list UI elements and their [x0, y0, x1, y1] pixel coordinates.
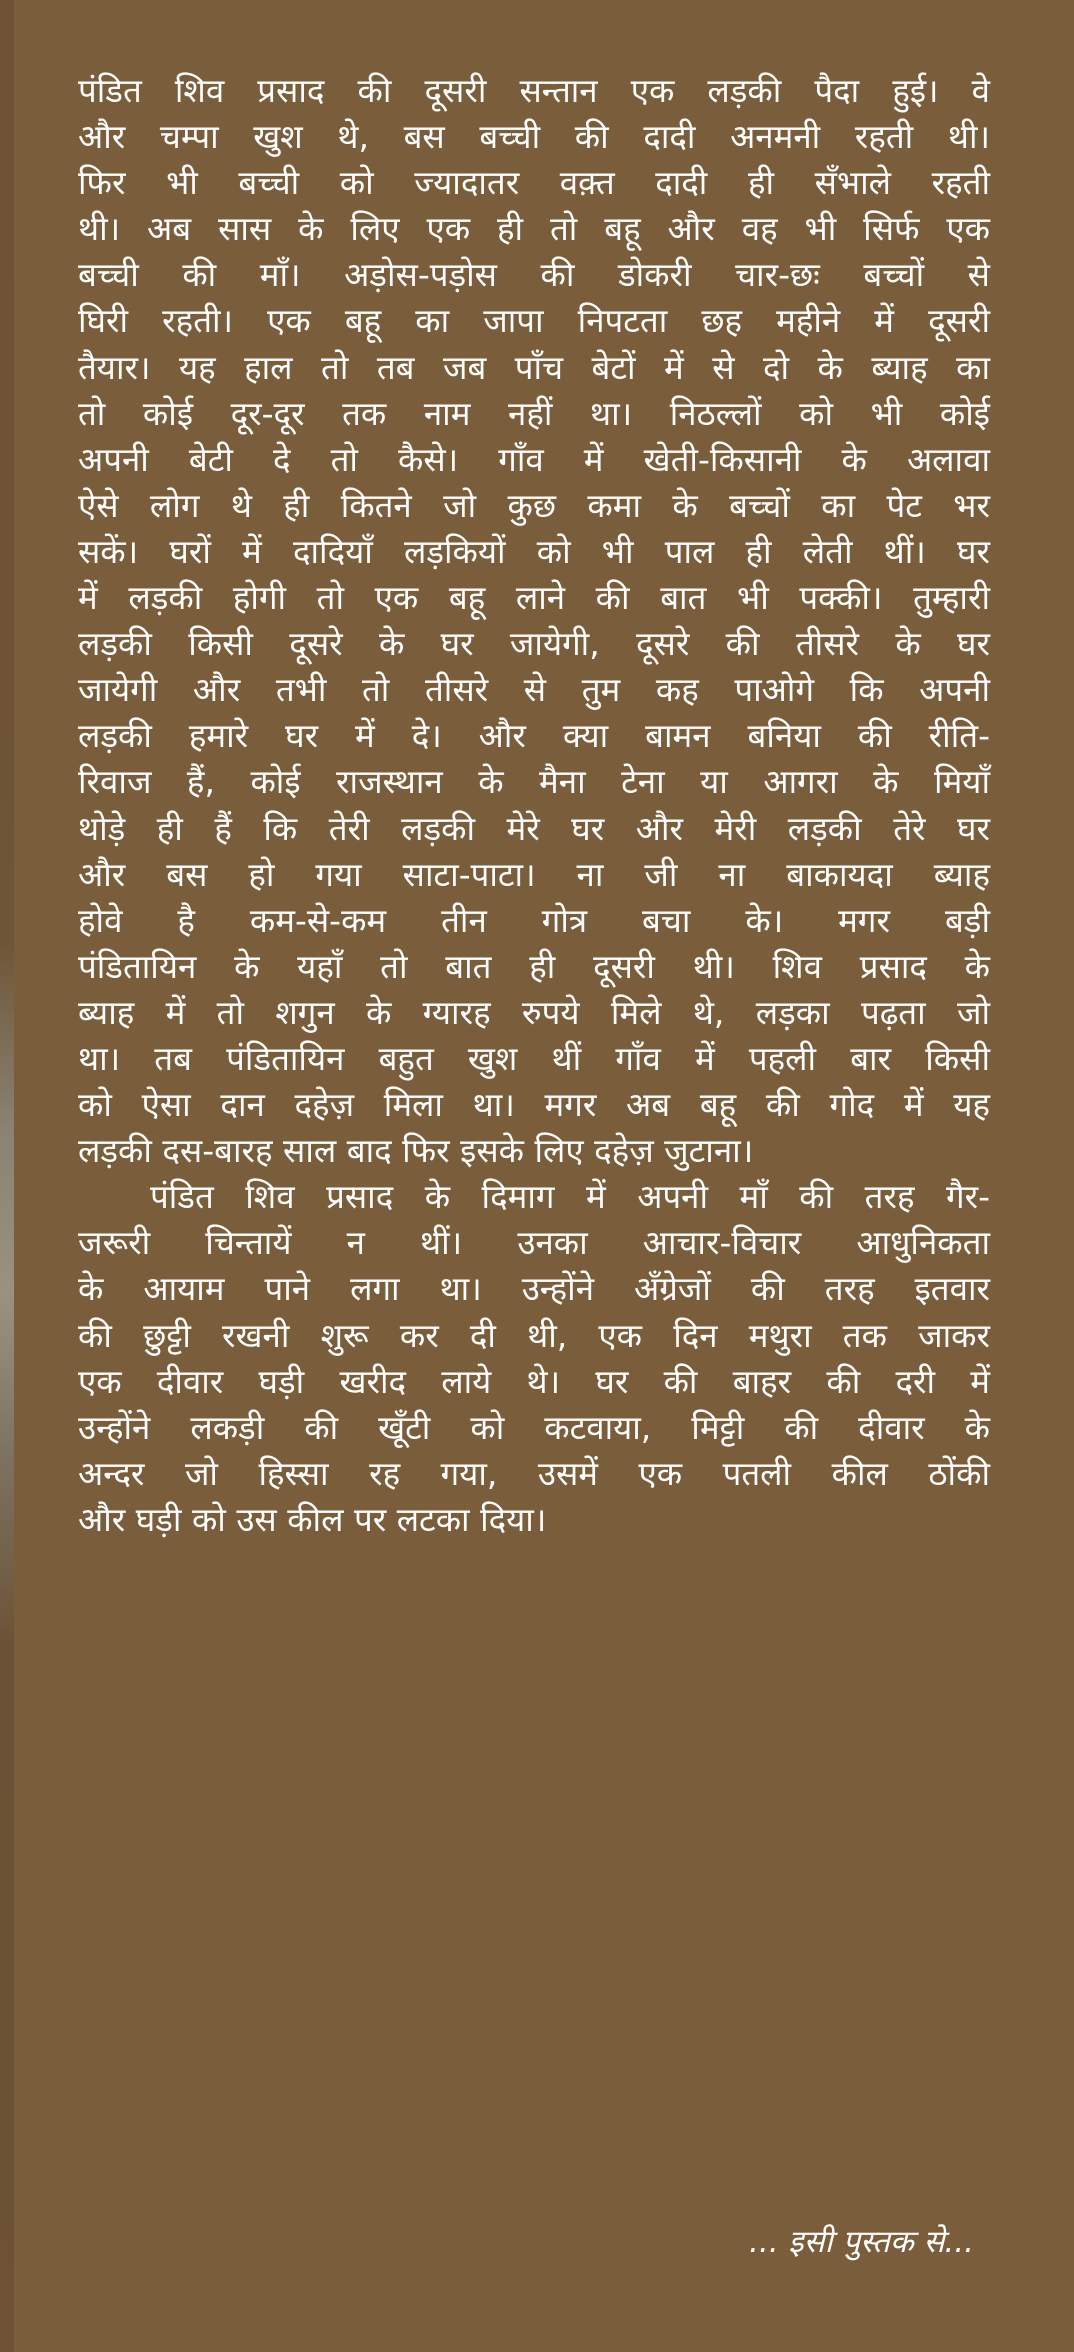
excerpt-text [78, 68, 990, 1543]
text-line: रिवाज हैं, कोई राजस्थान के मैना टेना या आगरा के मियाँ [78, 762, 990, 802]
text-line: होवे है कम-से-कम तीन गोत्र बचा के। मगर बड़ी [78, 900, 990, 940]
text-line: सकें। घरों में दादियाँ लड़कियों को भी पाल ही लेती थीं। घर [78, 531, 990, 571]
text-line: था। तब पंडितायिन बहुत खुश थीं गाँव में पहली बार किसी [78, 1038, 990, 1078]
text-line: पंडित शिव प्रसाद की दूसरी सन्तान एक लड़की पैदा हुई। वे [78, 71, 990, 110]
text-line: तो कोई दूर-दूर तक नाम नहीं था। निठल्लों को भी कोई [78, 393, 990, 433]
text-line: और बस हो गया साटा-पाटा। ना जी ना बाकायदा ब्याह [78, 854, 990, 894]
text-line-paragraph-start: पंडित शिव प्रसाद के दिमाग में अपनी माँ की तरह गैर- [150, 1177, 990, 1217]
text-line: की छुट्टी रखनी शुरू कर दी थी, एक दिन मथुरा तक जाकर [78, 1315, 990, 1355]
text-line: लड़की दस-बारह साल बाद फिर इसके लिए दहेज़ जुटाना। [78, 1131, 754, 1171]
text-line: अपनी बेटी दे तो कैसे। गाँव में खेती-किसानी के अलावा [78, 439, 990, 479]
text-line: और चम्पा खुश थे, बस बच्ची की दादी अनमनी रहती थी। [78, 117, 990, 157]
text-line: घिरी रहती। एक बहू का जापा निपटता छह महीने में दूसरी [78, 301, 990, 341]
text-line: थी। अब सास के लिए एक ही तो बहू और वह भी सिर्फ एक [78, 209, 990, 249]
text-line: तैयार। यह हाल तो तब जब पाँच बेटों में से दो के ब्याह का [78, 347, 990, 387]
text-line: में लड़की होगी तो एक बहू लाने की बात भी पक्की। तुम्हारी [78, 578, 990, 618]
text-line: उन्होंने लकड़ी की खूँटी को कटवाया, मिट्टी की दीवार के [78, 1407, 990, 1447]
source-credit: ... इसी पुस्तक से... [749, 2224, 974, 2260]
text-line: बच्ची की माँ। अड़ोस-पड़ोस की डोकरी चार-छः बच्चों से [78, 255, 990, 295]
text-line: को ऐसा दान दहेज़ मिला था। मगर अब बहू की गोद में यह [78, 1085, 990, 1125]
text-line: एक दीवार घड़ी खरीद लाये थे। घर की बाहर की दरी में [78, 1361, 990, 1401]
text-line: जायेगी और तभी तो तीसरे से तुम कह पाओगे कि अपनी [78, 670, 990, 710]
text-line: पंडितायिन के यहाँ तो बात ही दूसरी थी। शिव प्रसाद के [78, 946, 990, 986]
text-line: ब्याह में तो शगुन के ग्यारह रुपये मिले थे, लड़का पढ़ता जो [78, 992, 990, 1032]
text-line: लड़की किसी दूसरे के घर जायेगी, दूसरे की तीसरे के घर [78, 624, 990, 664]
text-line: और घड़ी को उस कील पर लटका दिया। [78, 1499, 547, 1539]
text-line: के आयाम पाने लगा था। उन्होंने अँग्रेजों की तरह इतवार [78, 1269, 990, 1309]
text-line: अन्दर जो हिस्सा रह गया, उसमें एक पतली कील ठोंकी [78, 1453, 990, 1493]
text-line: फिर भी बच्ची को ज्यादातर वक़्त दादी ही सँभाले रहती [78, 163, 990, 203]
text-line: थोड़े ही हैं कि तेरी लड़की मेरे घर और मेरी लड़की तेरे घर [78, 808, 990, 848]
text-line: ऐसे लोग थे ही कितने जो कुछ कमा के बच्चों का पेट भर [78, 485, 990, 525]
text-line: जरूरी चिन्तायें न थीं। उनका आचार-विचार आधुनिकता [78, 1223, 990, 1263]
text-line: लड़की हमारे घर में दे। और क्या बामन बनिया की रीति- [78, 716, 990, 756]
